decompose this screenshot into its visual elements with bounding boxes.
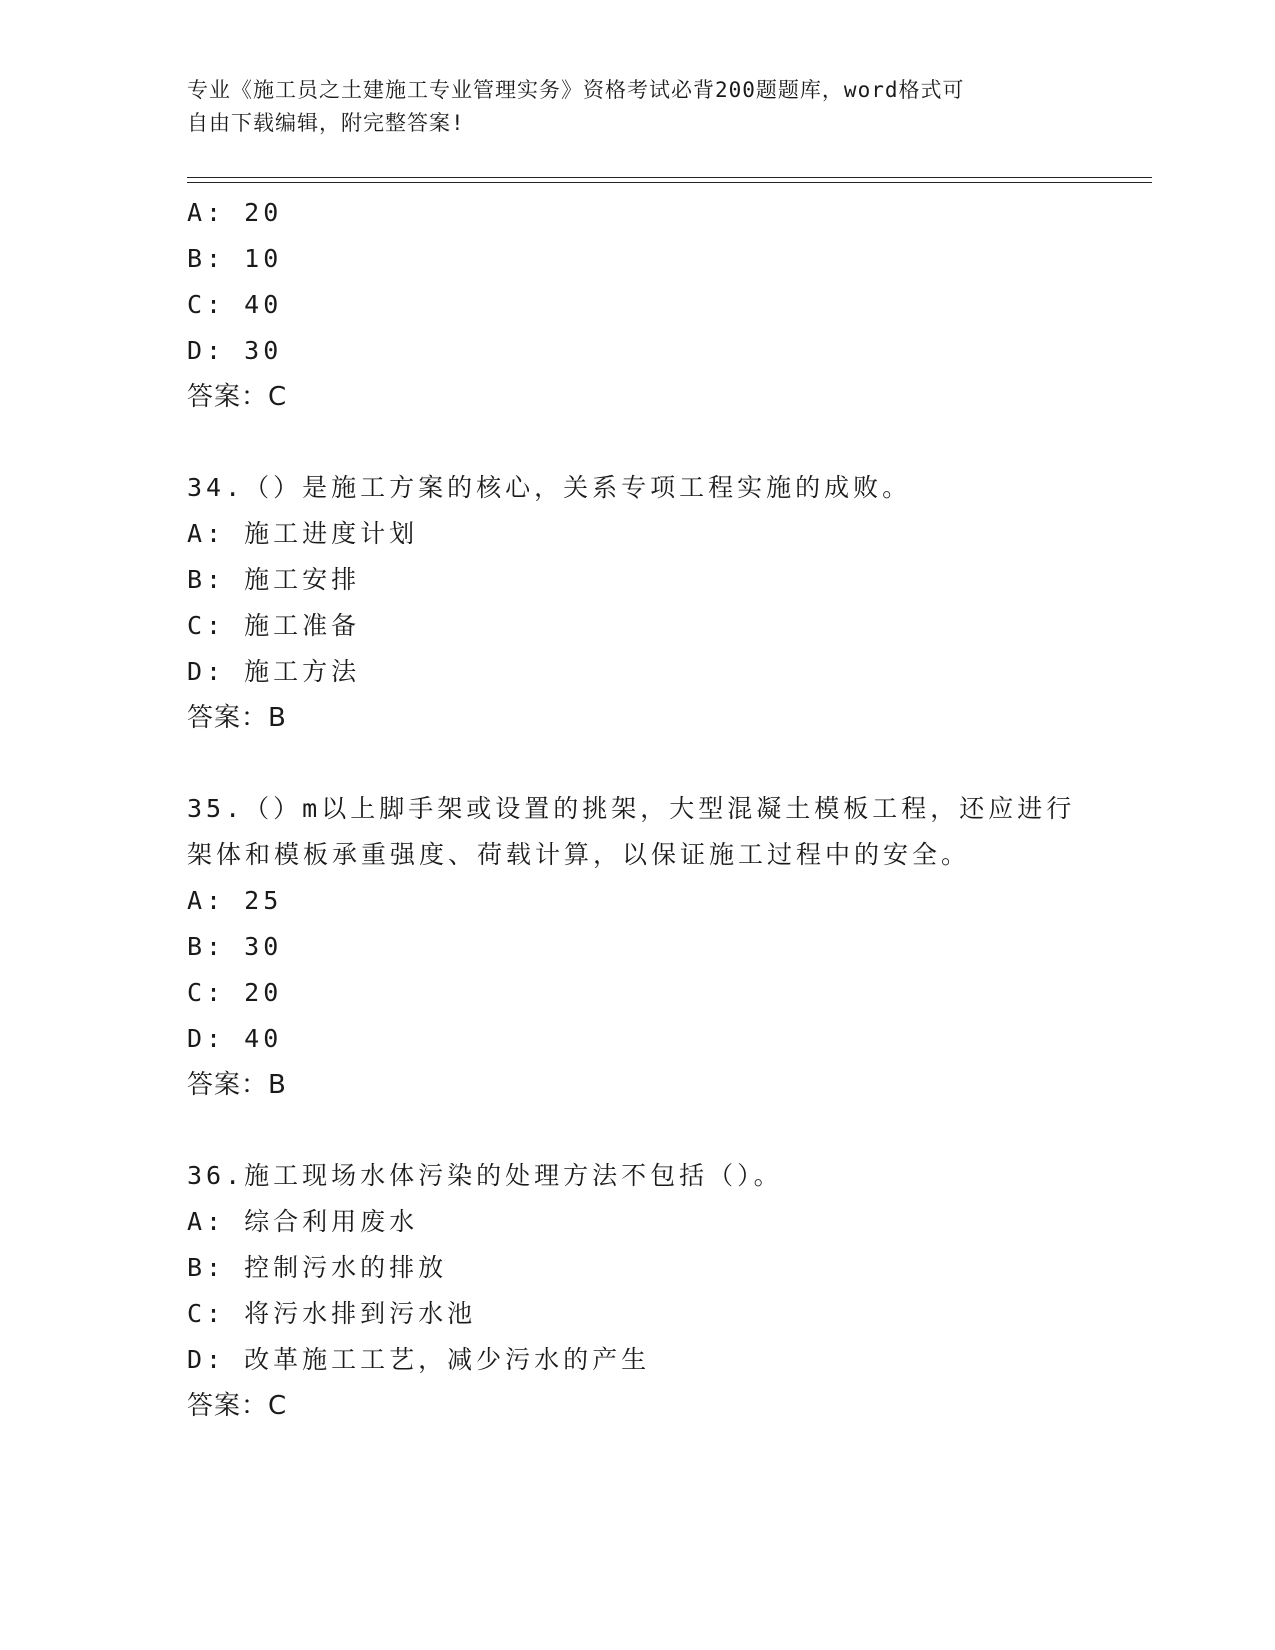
question-stem-line-2: 架体和模板承重强度、荷载计算，以保证施工过程中的安全。 — [187, 840, 971, 869]
option-b: B: 控制污水的排放 — [187, 1253, 448, 1282]
option-a: A: 施工进度计划 — [187, 519, 419, 548]
option-a: A: 25 — [187, 886, 283, 915]
question-33 — [187, 190, 1107, 420]
question-stem: 34.（）是施工方案的核心，关系专项工程实施的成败。 — [187, 473, 912, 502]
option-b: B: 10 — [187, 244, 283, 273]
question-34 — [187, 465, 1107, 741]
question-stem: 36.施工现场水体污染的处理方法不包括（）。 — [187, 1161, 783, 1190]
header-title-line-2: 自由下载编辑，附完整答案! — [187, 111, 465, 135]
answer-line: 答案：B — [187, 1070, 287, 1100]
document-header — [187, 74, 1067, 140]
question-stem-line-1: 35.（）m以上脚手架或设置的挑架，大型混凝土模板工程，还应进行 — [187, 794, 1076, 823]
question-spacer — [187, 1108, 1107, 1153]
question-35 — [187, 786, 1107, 1108]
option-b: B: 30 — [187, 932, 283, 961]
option-d: D: 30 — [187, 336, 283, 365]
option-c: C: 20 — [187, 978, 283, 1007]
question-spacer — [187, 741, 1107, 786]
answer-line: 答案：B — [187, 703, 287, 733]
question-spacer — [187, 420, 1107, 465]
option-b: B: 施工安排 — [187, 565, 361, 594]
answer-line: 答案：C — [187, 382, 288, 412]
answer-line: 答案：C — [187, 1391, 288, 1421]
option-c: C: 将污水排到污水池 — [187, 1299, 477, 1328]
option-d: D: 40 — [187, 1024, 283, 1053]
header-rule-top — [187, 177, 1152, 178]
header-title-line-1: 专业《施工员之土建施工专业管理实务》资格考试必背200题题库，word格式可 — [187, 78, 965, 102]
option-c: C: 施工准备 — [187, 611, 361, 640]
option-a: A: 综合利用废水 — [187, 1207, 419, 1236]
question-36 — [187, 1153, 1107, 1429]
option-c: C: 40 — [187, 290, 283, 319]
question-list — [187, 190, 1107, 1429]
option-d: D: 施工方法 — [187, 657, 361, 686]
option-d: D: 改革施工工艺，减少污水的产生 — [187, 1345, 651, 1374]
option-a: A: 20 — [187, 198, 283, 227]
header-rule-bottom — [187, 182, 1152, 183]
